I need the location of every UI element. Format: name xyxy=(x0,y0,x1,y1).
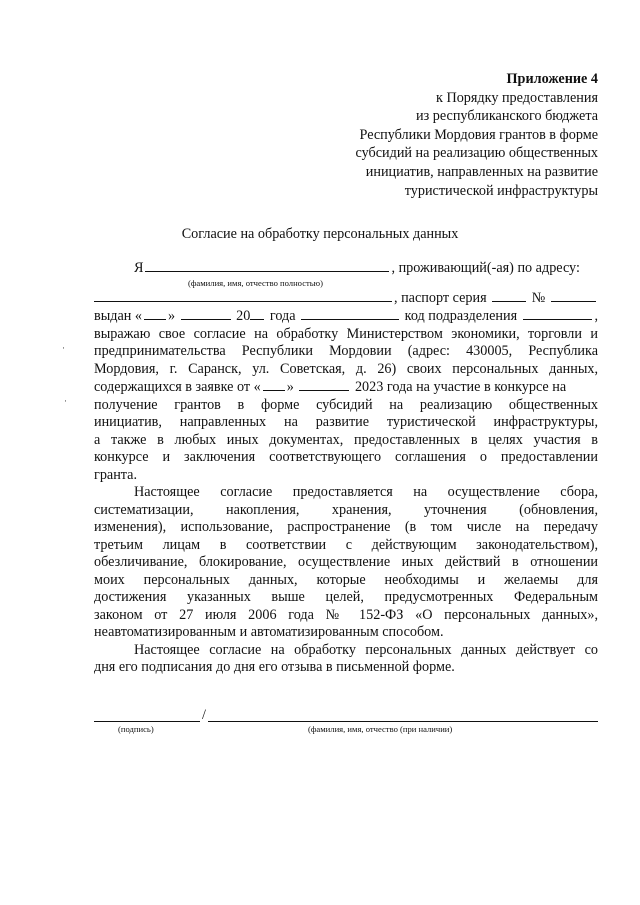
application-quote-close: » xyxy=(286,379,294,395)
p1-line: предпринимательства Республики Мордовии (адрес: 430005, Республика xyxy=(94,343,598,359)
scan-speck: · xyxy=(62,343,65,353)
appendix-line: туристической инфраструктуры xyxy=(404,182,598,199)
year-word: года xyxy=(269,308,296,324)
p3-last-line: дня его подписания до дня его отзыва в письменной форме. xyxy=(94,659,455,675)
consent-body xyxy=(94,259,598,677)
p2-line: обезличивание, блокирование, осуществление иных действий в отношении xyxy=(94,554,598,570)
issued-day-field[interactable] xyxy=(144,307,166,320)
signer-name-caption: (фамилия, имя, отчество (при наличии) xyxy=(308,724,453,734)
year-prefix: 20 xyxy=(236,308,251,324)
signature-field[interactable] xyxy=(94,707,200,722)
signature-caption: (подпись) xyxy=(118,724,154,734)
passport-number-field[interactable] xyxy=(551,289,596,302)
p1-line: выражаю свое согласие на обработку Министерством экономики, торговли и xyxy=(94,325,598,342)
application-label: содержащихся в заявке от « xyxy=(94,379,261,395)
fio-row xyxy=(94,259,598,278)
appendix-line: субсидий на реализацию общественных xyxy=(355,145,598,162)
p2-line: изменения), использование, распространение (в том числе на передачу xyxy=(94,519,598,535)
application-month-field[interactable] xyxy=(299,378,349,391)
p1-last-line: гранта. xyxy=(94,466,138,483)
p2-last-line: неавтоматизированным и автоматизированным способом. xyxy=(94,624,444,640)
appendix-title: Приложение 4 xyxy=(506,71,598,87)
number-sign: № xyxy=(531,289,546,306)
appendix-line: к Порядку предоставления xyxy=(436,89,598,106)
issued-row-comma: , xyxy=(594,308,598,324)
application-year-text: 2023 года на участие в конкурсе на xyxy=(354,379,567,395)
application-row xyxy=(94,378,598,397)
document-title: Согласие на обработку персональных данных xyxy=(181,226,459,242)
p1-line: инициатив, направленных на развитие туристической инфраструктуры, xyxy=(94,414,598,430)
issued-label: выдан « xyxy=(94,308,142,324)
issued-row xyxy=(94,307,598,326)
p1-line: Мордовия, г. Саранск, ул. Советская, д. 26) своих персональных данных, xyxy=(94,360,598,377)
appendix-line: инициатив, направленных на развитие xyxy=(365,163,598,180)
signature-slash: / xyxy=(202,707,206,723)
p2-line: законом от 27 июля 2006 года № 152-ФЗ «О персональных данных», xyxy=(94,606,598,623)
passport-series-field[interactable] xyxy=(492,289,526,302)
issued-month-field[interactable] xyxy=(181,307,231,320)
issued-by-field[interactable] xyxy=(301,307,399,320)
appendix-line: из республиканского бюджета xyxy=(416,108,598,125)
p2-line: достижения указанных выше целей, предусмотренных Федеральным xyxy=(94,589,598,605)
fio-note: (фамилия, имя, отчество полностью) xyxy=(188,277,323,288)
signature-line xyxy=(94,704,598,722)
p1-line: получение грантов в форме субсидий на реализацию общественных xyxy=(94,396,598,413)
application-day-field[interactable] xyxy=(263,378,285,391)
appendix-header xyxy=(355,70,598,200)
p2-line: систематизации, накопления, хранения, уточнения (обновления, xyxy=(94,501,598,518)
fio-field[interactable] xyxy=(145,259,389,272)
p2-line: моих персональных данных, которые необходимы и желаемы для xyxy=(94,571,598,588)
p3-line: Настоящее согласие на обработку персональных данных действует со xyxy=(134,641,598,658)
address-field[interactable] xyxy=(94,289,392,302)
division-code-field[interactable] xyxy=(523,307,593,320)
residing-label: , проживающий(-ая) по адресу: xyxy=(391,260,580,276)
signature-captions xyxy=(94,724,598,736)
passport-label: , паспорт серия xyxy=(394,289,487,306)
issued-quote-close: » xyxy=(167,308,176,324)
scan-speck: · xyxy=(64,396,67,406)
division-code-label: код подразделения xyxy=(404,308,518,324)
address-row xyxy=(94,289,598,308)
issued-year-field[interactable] xyxy=(250,307,264,320)
p2-line: третьим лицам в соответствии с действующим законодательством), xyxy=(94,536,598,553)
signature-block xyxy=(94,704,598,736)
appendix-line: Республики Мордовия грантов в форме xyxy=(359,126,598,143)
p1-line: конкурсе и заключения соответствующего соглашения о предоставлении xyxy=(94,449,598,465)
p1-line: а также в любых иных документах, предоставленных в целях участия в xyxy=(94,431,598,448)
pronoun-i: Я xyxy=(134,260,144,276)
signer-name-field[interactable] xyxy=(208,707,598,722)
p2-line: Настоящее согласие предоставляется на осуществление сбора, xyxy=(134,484,598,500)
